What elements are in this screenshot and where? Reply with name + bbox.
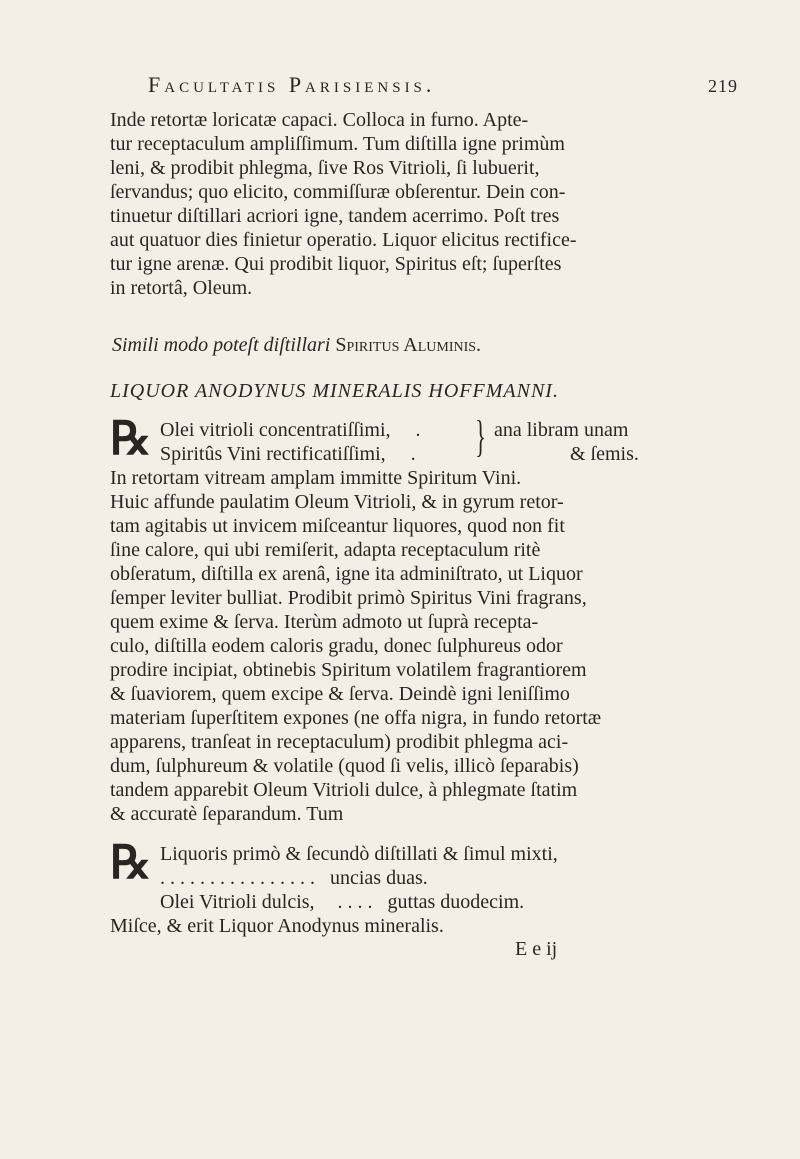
simili-caps: Spiritus Aluminis. xyxy=(335,334,482,356)
brace: } xyxy=(475,412,486,461)
text-line: tandem apparebit Oleum Vitrioli dulce, à phlegmate ſtatim xyxy=(110,779,578,801)
recipe-item-1: Olei vitrioli concentratiſſimi, . xyxy=(160,419,421,441)
recipe-line-1: Liquoris primò & ſecundò diſtillati & ſimul mixti, xyxy=(160,843,558,865)
text-line: In retortam vitream amplam immitte Spiritum Vini. xyxy=(110,467,522,489)
running-title: Facultatis Parisiensis. xyxy=(148,72,436,97)
recipe-line-3: Olei Vitrioli dulcis, . . . . guttas duodecim. xyxy=(160,891,525,913)
text-line: ſemper leviter bulliat. Prodibit primò Spiritus Vini fragrans, xyxy=(110,587,587,609)
text-line: Inde retortæ loricatæ capaci. Colloca in furno. Apte- xyxy=(110,109,529,131)
text-line: ſine calore, qui ubi remiſerit, adapta receptaculum ritè xyxy=(110,539,541,561)
text-line: & ſuaviorem, quem excipe & ſerva. Deindè igni leniſſimo xyxy=(110,683,570,705)
page-number: 219 xyxy=(708,76,738,96)
text-line: tinuetur diſtillari acriori igne, tandem acerrimo. Poſt tres xyxy=(110,205,560,227)
recipe-line-2: . . . . . . . . . . . . . . . . uncias duas. xyxy=(160,867,428,889)
simili-note xyxy=(112,334,481,357)
text-line: in retortâ, Oleum. xyxy=(110,277,253,299)
text-line: tur receptaculum ampliſſimum. Tum diſtilla igne primùm xyxy=(110,133,565,155)
text-line: ſervandus; quo elicito, commiſſuræ obſerentur. Dein con- xyxy=(110,181,566,203)
recipe-qty-2: & ſemis. xyxy=(570,443,639,465)
recipe-qty-1: ana libram unam xyxy=(494,419,629,441)
text-line: quem exime & ſerva. Iterùm admoto ut ſuprà recepta- xyxy=(110,611,539,633)
recipe-line-4: Miſce, & erit Liquor Anodynus mineralis. xyxy=(110,915,444,937)
paragraph-distillation xyxy=(110,108,750,300)
text-line: tur igne arenæ. Qui prodibit liquor, Spiritus eſt; ſuperſtes xyxy=(110,253,562,275)
text-line: leni, & prodibit phlegma, ſive Ros Vitrioli, ſi lubuerit, xyxy=(110,157,540,179)
recipe-item-2: Spiritûs Vini rectificatiſſimi, . xyxy=(160,443,416,465)
running-header xyxy=(148,72,738,98)
recipe-symbol: ℞ xyxy=(110,413,152,464)
text-line: culo, diſtilla eodem caloris gradu, donec ſulphureus odor xyxy=(110,635,563,657)
simili-italic: Simili modo poteſt diſtillari xyxy=(112,334,331,356)
catchword: E e ij xyxy=(515,938,558,960)
text-line: apparens, tranſeat in receptaculum) prodibit phlegma aci- xyxy=(110,731,569,753)
text-line: Huic affunde paulatim Oleum Vitrioli, & in gyrum retor- xyxy=(110,491,564,513)
text-line: tam agitabis ut invicem miſceantur liquores, quod non fit xyxy=(110,515,565,537)
text-line: materiam ſuperſtitem expones (ne offa nigra, in fundo retortæ xyxy=(110,707,602,729)
text-line: aut quatuor dies finietur operatio. Liquor elicitus rectifice- xyxy=(110,229,577,251)
recipe-symbol: ℞ xyxy=(110,837,152,888)
paragraph-procedure xyxy=(110,466,750,826)
section-title: LIQUOR ANODYNUS MINERALIS HOFFMANNI. xyxy=(110,380,559,402)
text-line: obſeratum, diſtilla ex arenâ, igne ita adminiſtrato, ut Liquor xyxy=(110,563,583,585)
text-line: & accuratè ſeparandum. Tum xyxy=(110,803,344,825)
text-line: prodire incipiat, obtinebis Spiritum volatilem fragrantiorem xyxy=(110,659,587,681)
text-line: dum, ſulphureum & volatile (quod ſi velis, illicò ſeparabis) xyxy=(110,755,579,777)
